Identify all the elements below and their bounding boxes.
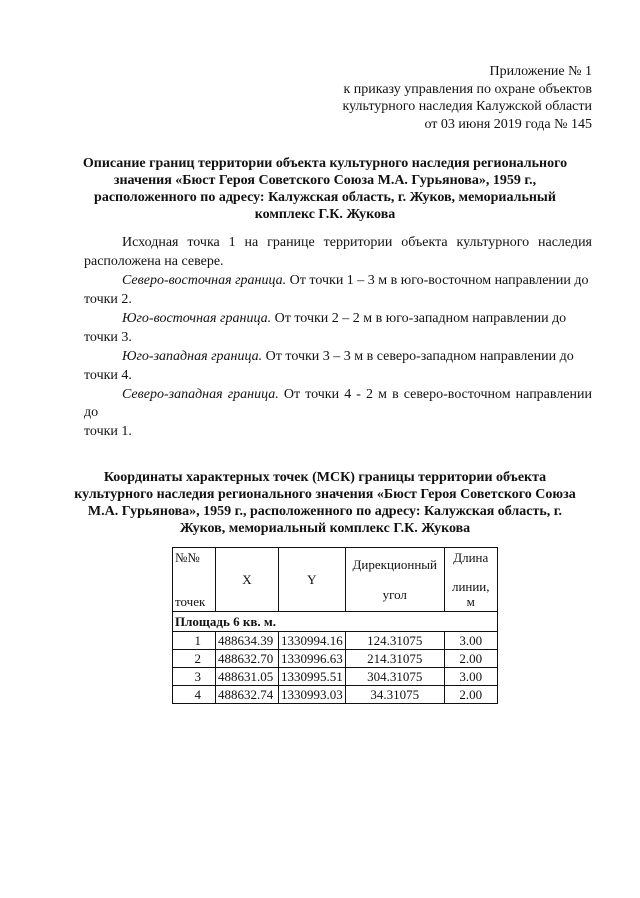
header-len-bottom: м [466, 593, 475, 609]
angle-value: 304.31075 [345, 668, 444, 686]
start-point-text: Исходная точка 1 на границе территории объекта культурного наследия [122, 235, 592, 250]
header-num-top: №№ [175, 549, 200, 565]
point-number: 4 [173, 686, 216, 704]
segment-body: От точки 1 – 3 м в юго-восточном направлении до [286, 273, 589, 288]
coordinates-table [172, 547, 498, 704]
appendix-line: Приложение № 1 [489, 64, 592, 79]
point-number: 3 [173, 668, 216, 686]
segment-name: Юго-восточная граница. [122, 311, 272, 326]
header-dir-top: Дирекционный [352, 556, 437, 572]
table-row [173, 686, 498, 704]
table-row [173, 632, 498, 650]
segment-body: От точки 2 – 2 м в юго-западном направлении до [271, 311, 567, 326]
header-dir-bottom: угол [382, 586, 407, 602]
angle-value: 214.31075 [345, 650, 444, 668]
header-x: X [216, 548, 279, 612]
segment-body: От точки 4 - 2 м в северо-восточном направлении до [84, 387, 592, 420]
appendix-line: от 03 июня 2019 года № 145 [424, 116, 592, 132]
x-value: 488631.05 [216, 668, 279, 686]
header-line-length [444, 548, 497, 612]
x-value: 488632.70 [216, 650, 279, 668]
point-number: 1 [173, 632, 216, 650]
description-title: Описание границ территории объекта культурного наследия регионального значения «Бюст Героя Советского Союза М.А. Гурьянова», 1959 г., расположенного по адресу: Калужская область, г. Жуков, мемориальный комплекс Г.К. Жукова [82, 156, 568, 222]
header-direction-angle [345, 548, 444, 612]
segment-cont: точки 2. [84, 292, 132, 307]
appendix-header [262, 63, 592, 133]
coordinates-title: Координаты характерных точек (МСК) границы территории объекта культурного наследия регионального значения «Бюст Героя Советского Союза М.А. Гурьянова», 1959 г., расположенного по адресу: Калужская область, г. Жуков, мемориальный комплекс Г.К. Жукова [74, 470, 576, 536]
x-value: 488634.39 [216, 632, 279, 650]
boundary-description [84, 234, 592, 442]
length-value: 2.00 [444, 650, 497, 668]
header-y: Y [279, 548, 346, 612]
table-row [173, 668, 498, 686]
appendix-line: культурного наследия Калужской области [342, 99, 592, 114]
start-point-text-cont: расположена на севере. [84, 254, 224, 269]
segment-name: Северо-восточная граница. [122, 273, 287, 288]
header-num-bottom: точек [175, 593, 206, 609]
y-value: 1330993.03 [279, 686, 346, 704]
length-value: 3.00 [444, 632, 497, 650]
header-point-number [173, 548, 216, 612]
y-value: 1330996.63 [279, 650, 346, 668]
segment-cont: точки 3. [84, 330, 132, 345]
segment-name: Северо-западная граница. [122, 387, 279, 402]
header-len-top: Длина [453, 549, 489, 565]
table-row [173, 650, 498, 668]
y-value: 1330995.51 [279, 668, 346, 686]
y-value: 1330994.16 [279, 632, 346, 650]
segment-cont: точки 4. [84, 368, 132, 383]
appendix-line: к приказу управления по охране объектов [343, 81, 592, 97]
area-row [173, 612, 498, 632]
angle-value: 34.31075 [345, 686, 444, 704]
segment-text [84, 386, 592, 422]
segment-name: Юго-западная граница. [122, 349, 263, 364]
segment-cont: точки 1. [84, 424, 132, 439]
length-value: 2.00 [444, 686, 497, 704]
area-cell: Площадь 6 кв. м. [173, 612, 498, 632]
table-header-row [173, 548, 498, 612]
segment-text [84, 272, 592, 290]
segment-text [84, 348, 592, 366]
segment-body: От точки 3 – 3 м в северо-западном направлении до [262, 349, 574, 364]
angle-value: 124.31075 [345, 632, 444, 650]
length-value: 3.00 [444, 668, 497, 686]
segment-text [84, 310, 592, 328]
point-number: 2 [173, 650, 216, 668]
header-len-mid: линии, [451, 578, 490, 594]
x-value: 488632.74 [216, 686, 279, 704]
